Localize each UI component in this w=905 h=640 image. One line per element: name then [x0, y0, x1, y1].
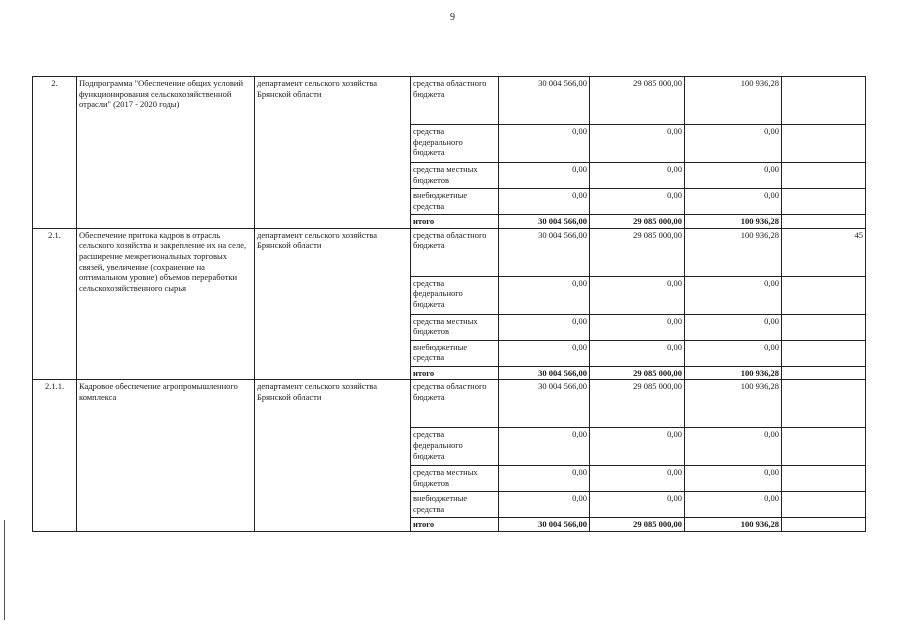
indicator-cell	[782, 163, 866, 189]
funding-source: средства федерального бюджета	[411, 125, 499, 163]
amount-cell: 0,00	[590, 125, 685, 163]
amount-cell: 29 085 000,00	[590, 215, 685, 229]
amount-cell: 0,00	[685, 189, 782, 215]
amount-cell: 0,00	[590, 163, 685, 189]
indicator-cell	[782, 366, 866, 380]
amount-cell: 29 085 000,00	[590, 77, 685, 125]
item-title: Обеспечение притока кадров в отрасль сельского хозяйства и закрепление их на селе, расширение межрегиональных торговых связей, увеличение (сохранение на оптимальном уровне) объемов переработки сельскохозяйственного сырья	[77, 228, 255, 380]
amount-cell: 0,00	[685, 340, 782, 366]
table-body	[33, 77, 866, 532]
amount-cell: 100 936,28	[685, 518, 782, 532]
indicator-cell: 45	[782, 228, 866, 276]
amount-cell: 0,00	[590, 276, 685, 314]
funding-source: внебюджетные средства	[411, 189, 499, 215]
amount-cell: 0,00	[499, 466, 590, 492]
funding-source: средства областного бюджета	[411, 380, 499, 428]
amount-cell: 30 004 566,00	[499, 77, 590, 125]
indicator-cell	[782, 314, 866, 340]
amount-cell: 0,00	[499, 340, 590, 366]
table-row	[33, 380, 866, 428]
amount-cell: 100 936,28	[685, 77, 782, 125]
item-title: Кадровое обеспечение агропромышленного комплекса	[77, 380, 255, 532]
funding-source: итого	[411, 518, 499, 532]
amount-cell: 100 936,28	[685, 228, 782, 276]
table-row	[33, 77, 866, 125]
amount-cell: 0,00	[685, 125, 782, 163]
amount-cell: 100 936,28	[685, 215, 782, 229]
amount-cell: 0,00	[590, 189, 685, 215]
funding-source: средства местных бюджетов	[411, 314, 499, 340]
indicator-cell	[782, 492, 866, 518]
indicator-cell	[782, 276, 866, 314]
indicator-cell	[782, 77, 866, 125]
indicator-cell	[782, 215, 866, 229]
amount-cell: 100 936,28	[685, 366, 782, 380]
amount-cell: 30 004 566,00	[499, 228, 590, 276]
item-number: 2.1.	[33, 228, 77, 380]
amount-cell: 0,00	[499, 125, 590, 163]
page-number: 9	[450, 12, 455, 23]
amount-cell: 0,00	[685, 492, 782, 518]
amount-cell: 0,00	[685, 314, 782, 340]
indicator-cell	[782, 428, 866, 466]
amount-cell: 0,00	[685, 276, 782, 314]
amount-cell: 29 085 000,00	[590, 380, 685, 428]
indicator-cell	[782, 340, 866, 366]
amount-cell: 0,00	[499, 189, 590, 215]
budget-table	[32, 76, 866, 532]
indicator-cell	[782, 518, 866, 532]
amount-cell: 29 085 000,00	[590, 518, 685, 532]
item-number: 2.	[33, 77, 77, 229]
amount-cell: 0,00	[685, 466, 782, 492]
indicator-cell	[782, 125, 866, 163]
indicator-cell	[782, 189, 866, 215]
item-title: Подпрограмма "Обеспечение общих условий функционирования сельскохозяйственной отрасли" (2017 - 2020 годы)	[77, 77, 255, 229]
responsible-department: департамент сельского хозяйства Брянской области	[255, 380, 411, 532]
amount-cell: 0,00	[685, 428, 782, 466]
amount-cell: 30 004 566,00	[499, 366, 590, 380]
funding-source: внебюджетные средства	[411, 492, 499, 518]
amount-cell: 0,00	[499, 163, 590, 189]
funding-source: средства местных бюджетов	[411, 466, 499, 492]
indicator-cell	[782, 380, 866, 428]
funding-source: средства областного бюджета	[411, 228, 499, 276]
amount-cell: 0,00	[499, 314, 590, 340]
indicator-cell	[782, 466, 866, 492]
amount-cell: 30 004 566,00	[499, 380, 590, 428]
amount-cell: 30 004 566,00	[499, 518, 590, 532]
funding-source: средства федерального бюджета	[411, 276, 499, 314]
funding-source: внебюджетные средства	[411, 340, 499, 366]
amount-cell: 0,00	[590, 314, 685, 340]
margin-line	[4, 520, 5, 620]
funding-source: итого	[411, 366, 499, 380]
amount-cell: 29 085 000,00	[590, 228, 685, 276]
funding-source: средства областного бюджета	[411, 77, 499, 125]
funding-source: средства федерального бюджета	[411, 428, 499, 466]
amount-cell: 0,00	[590, 428, 685, 466]
amount-cell: 0,00	[590, 466, 685, 492]
funding-source: итого	[411, 215, 499, 229]
responsible-department: департамент сельского хозяйства Брянской области	[255, 228, 411, 380]
amount-cell: 0,00	[499, 276, 590, 314]
amount-cell: 100 936,28	[685, 380, 782, 428]
amount-cell: 29 085 000,00	[590, 366, 685, 380]
amount-cell: 0,00	[685, 163, 782, 189]
responsible-department: департамент сельского хозяйства Брянской области	[255, 77, 411, 229]
item-number: 2.1.1.	[33, 380, 77, 532]
funding-source: средства местных бюджетов	[411, 163, 499, 189]
amount-cell: 0,00	[590, 340, 685, 366]
amount-cell: 30 004 566,00	[499, 215, 590, 229]
amount-cell: 0,00	[590, 492, 685, 518]
amount-cell: 0,00	[499, 492, 590, 518]
table-row	[33, 228, 866, 276]
amount-cell: 0,00	[499, 428, 590, 466]
